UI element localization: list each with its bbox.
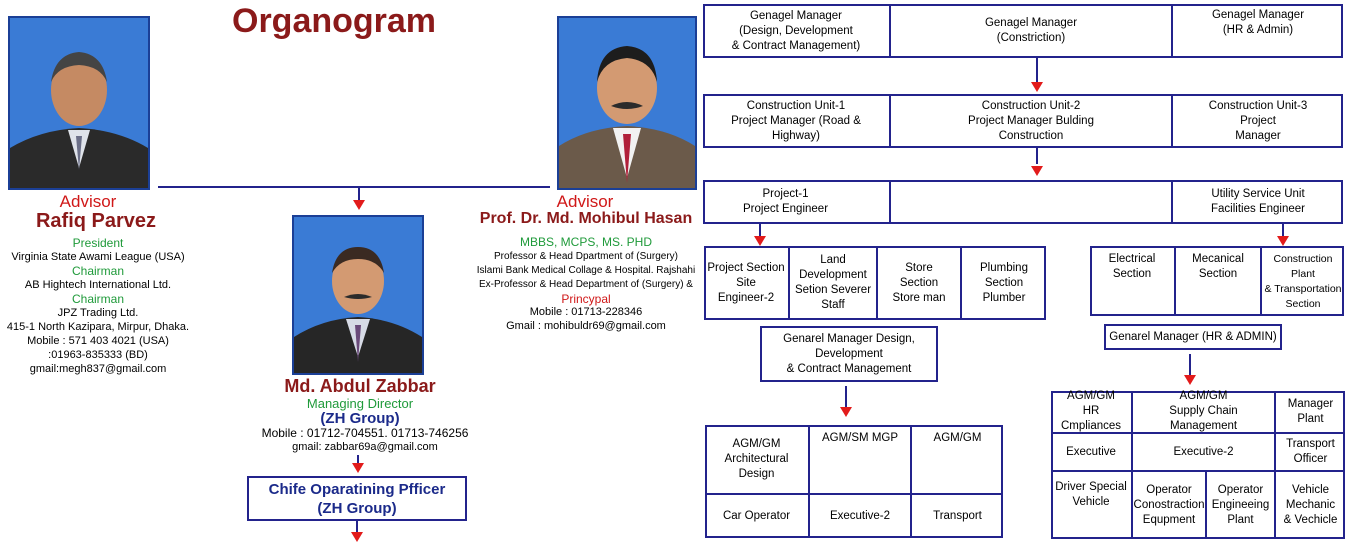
arrow-head <box>1031 82 1043 92</box>
arrow-head <box>1277 236 1289 246</box>
arrow-head <box>353 200 365 210</box>
hr-cell-driver: Driver Special Vehicle <box>1055 481 1127 508</box>
unit-1-cell: Construction Unit-1 Project Manager (Road & Highway) <box>731 99 861 142</box>
advisor-1-line: Chairman <box>71 264 125 278</box>
coo-box <box>247 476 467 521</box>
hr-cell-supply: AGM/GM Supply Chain Management <box>1131 391 1274 432</box>
advisor-2-lines <box>455 250 717 292</box>
advisor-1-line: gmail:megh837@gmail.com <box>29 363 167 375</box>
project-1-cell: Project-1 Project Engineer <box>743 188 829 215</box>
utility-cell: Utility Service Unit Facilities Engineer <box>1171 180 1343 224</box>
advisor-1-line: AB Hightech International Ltd. <box>24 279 172 291</box>
arrow-line <box>1282 224 1284 236</box>
advisor-2-line: Ex-Professor & Head Department of (Surgery) & <box>479 279 693 290</box>
advisor-2-line: Islami Bank Medical Collage & Hospital. Rajshahi <box>476 265 696 276</box>
design-cell-exec: Executive-2 <box>808 495 910 538</box>
project-blank-cell <box>889 180 1171 224</box>
hr-cell-operator-engineering: Operator Engineeing Plant <box>1205 472 1274 539</box>
hr-cell-executive-2: Executive-2 <box>1131 434 1274 470</box>
arrow-line <box>1036 58 1038 82</box>
advisor-2-photo <box>557 16 697 190</box>
page-title: Organogram <box>232 2 437 40</box>
section-store: Store Section Store man <box>876 246 960 320</box>
design-cell-mgp: AGM/SM MGP <box>808 425 910 493</box>
arrow-line <box>759 224 761 236</box>
advisor-1-line: JPZ Trading Ltd. <box>57 307 139 319</box>
arrow-head <box>1184 375 1196 385</box>
hr-cell-executive: Executive <box>1066 445 1116 458</box>
section-plant: Construction Plant & Transportation Section <box>1260 246 1344 316</box>
advisor-connector-line <box>158 186 550 188</box>
md-photo <box>292 215 424 375</box>
arrow-line <box>1189 354 1191 376</box>
section-electrical: Electrical Section <box>1108 253 1156 280</box>
arrow-head <box>754 236 766 246</box>
unit-3-cell: Construction Unit-3 Project Manager <box>1171 94 1343 148</box>
advisor-2-name: Prof. Dr. Md. Mohibul Hasan <box>479 210 693 227</box>
hr-cell-operator-construction: Operator Conostraction Equpment <box>1131 472 1205 539</box>
coo-group: (ZH Group) <box>317 499 397 517</box>
advisor-2-gmail: Gmail : mohibuldr69@gmail.com <box>506 320 666 332</box>
unit-2-cell: Construction Unit-2 Project Manager Bulding Construction <box>889 94 1171 148</box>
advisor-1-role: Advisor <box>59 192 117 211</box>
advisor-1-line: Mobile : 571 403 4021 (USA) <box>27 335 169 347</box>
gm-hr-cell: Genagel Manager (HR & Admin) <box>1171 4 1343 58</box>
advisor-1-photo <box>8 16 150 190</box>
arrow-head <box>352 463 364 473</box>
advisor-2-mobile: Mobile : 01713-228346 <box>529 306 643 318</box>
md-gmail: gmail: zabbar69a@gmail.com <box>292 441 438 453</box>
arrow-line <box>845 386 847 408</box>
md-name: Md. Abdul Zabbar <box>284 376 436 396</box>
design-cell-arch: AGM/GM Architectural Design <box>724 437 789 480</box>
gm-design-box: Genarel Manager Design, Development & Contract Management <box>760 326 938 382</box>
advisor-2-principal: Princypal <box>561 292 611 306</box>
gm-hr-box: Genarel Manager (HR & ADMIN) <box>1104 324 1282 350</box>
gm-design-cell: Genagel Manager (Design, Development & Contract Management) <box>731 9 861 52</box>
hr-cell-transport-officer: Transport Officer <box>1274 434 1345 470</box>
advisor-1-line: Chairman <box>71 292 125 306</box>
hr-cell-compliance: AGM/GM HR Cmpliances <box>1060 390 1122 432</box>
advisor-1-name: Rafiq Parvez <box>35 210 157 232</box>
advisor-1-line: Virginia State Awami League (USA) <box>11 251 185 263</box>
advisor-2-role: Advisor <box>556 192 614 211</box>
md-group: (ZH Group) <box>320 410 400 427</box>
section-plumbing: Plumbing Section Plumber <box>960 246 1046 320</box>
arrow-line <box>358 186 360 200</box>
arrow-head <box>840 407 852 417</box>
advisor-1-line: President <box>72 236 124 250</box>
hr-cell-plant-manager: Manager Plant <box>1274 391 1345 432</box>
arrow-line <box>1036 148 1038 164</box>
coo-title: Chife Oparatining Pfficer <box>268 480 446 498</box>
gm-construction-cell: Genagel Manager (Constriction) <box>889 4 1171 58</box>
hr-cell-vehicle-mechanic: Vehicle Mechanic & Vechicle <box>1274 472 1345 539</box>
section-land: Land Development Setion Severer Staff <box>788 246 876 320</box>
design-cell-car: Car Operator <box>722 510 791 522</box>
section-mechanical: Mecanical Section <box>1174 246 1260 316</box>
advisor-2-line: Professor & Head Dpartment of (Surgery) <box>494 251 678 262</box>
md-role: Managing Director <box>306 396 414 411</box>
advisor-2-degrees: MBBS, MCPS, MS. PHD <box>519 235 653 249</box>
arrow-head <box>1031 166 1043 176</box>
section-project: Project Section Site Engineer-2 <box>707 261 785 304</box>
md-mobile: Mobile : 01712-704551. 01713-746256 <box>261 426 469 440</box>
advisor-1-line: :01963-835333 (BD) <box>48 349 148 361</box>
advisor-1-details <box>0 236 196 376</box>
arrow-head <box>351 532 363 542</box>
design-cell-transport: Transport <box>910 495 1003 538</box>
design-cell-agm: AGM/GM <box>910 425 1003 493</box>
advisor-1-line: 415-1 North Kazipara, Mirpur, Dhaka. <box>6 321 190 333</box>
